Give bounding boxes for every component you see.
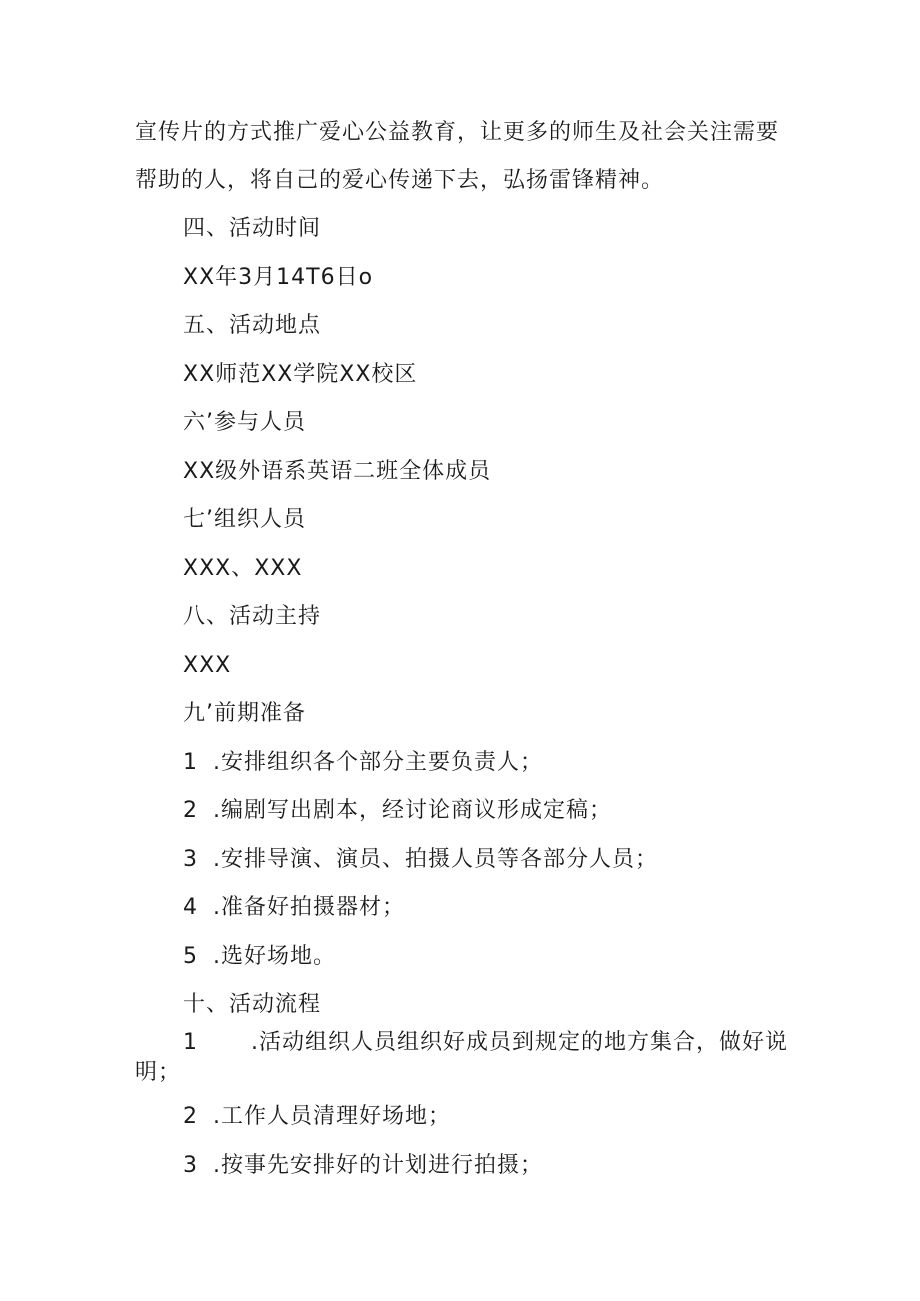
prep-list-item [183,748,543,778]
section-heading-location: 五、活动地点 [183,313,322,338]
flow-list-item [183,1102,451,1132]
list-item-text: .活动组织人员组织好成员到规定的地方集合，做好说 [251,1030,788,1055]
section-heading-organizers: 七’组织人员 [183,507,306,532]
list-item-text: .准备好拍摄器材； [213,895,405,920]
section-heading-participants: 六’参与人员 [183,410,306,435]
list-number: 2 [183,1104,198,1129]
prep-list-item [183,893,405,923]
list-number: 4 [183,895,198,920]
host-value: XXX [183,653,232,678]
section-heading-host: 八、活动主持 [183,604,322,629]
list-number: 1 [183,750,198,775]
list-number: 5 [183,944,198,969]
list-number: 2 [183,798,198,823]
section-heading-preparation: 九’前期准备 [183,701,306,726]
activity-location-value: XX师范XX学院XX校区 [183,362,418,387]
list-item-text: .选好场地。 [213,944,336,969]
prep-list-item [183,845,658,875]
participants-value: XX级外语系英语二班全体成员 [183,459,492,484]
list-number: 3 [183,1153,198,1178]
list-number: 3 [183,847,198,872]
list-item-text: .工作人员清理好场地； [213,1104,451,1129]
section-heading-time: 四、活动时间 [183,216,322,241]
flow-list-item [183,1151,543,1181]
prep-list-item [183,796,612,826]
list-number: 1 [183,1030,198,1055]
paragraph-line: 宣传片的方式推广爱心公益教育，让更多的师生及社会关注需要 [135,120,780,145]
list-item-text: .编剧写出剧本，经讨论商议形成定稿； [213,798,612,823]
list-item-text: .按事先安排好的计划进行拍摄； [213,1153,543,1178]
paragraph-line: 帮助的人，将自己的爱心传递下去，弘扬雷锋精神。 [135,168,665,193]
prep-list-item [183,942,336,972]
flow-list-item-continuation: 明； [135,1060,182,1085]
section-heading-flow: 十、活动流程 [183,992,322,1017]
organizers-value: XXX、XXX [183,556,303,581]
flow-list-item [183,1028,788,1058]
list-item-text: .安排导演、演员、拍摄人员等各部分人员； [213,847,658,872]
activity-time-value: XX年3月14T6日o [183,265,374,290]
list-item-text: .安排组织各个部分主要负责人； [213,750,543,775]
